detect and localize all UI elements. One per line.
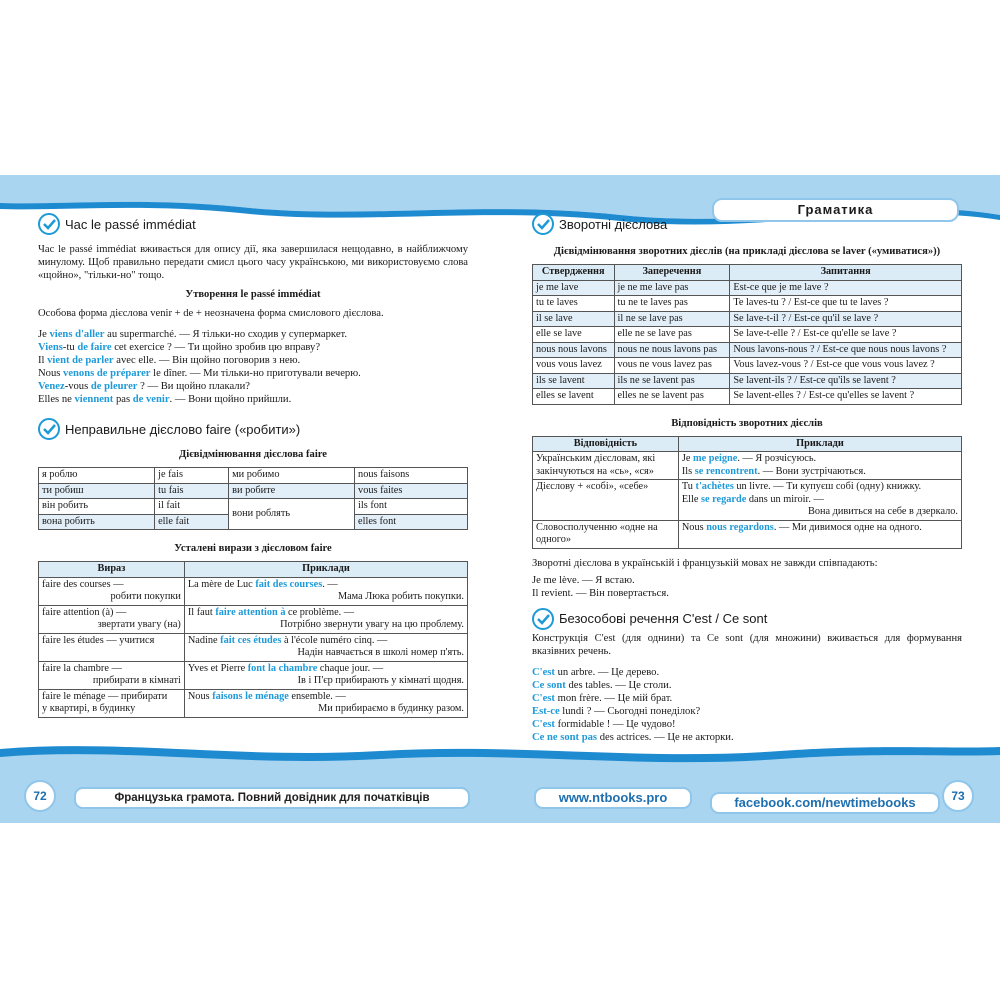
table-row: faire des courses — робити покупки La mère de Luc fait des courses. — Мама Люка робить покупки. (39, 577, 468, 605)
example-line: Viens-tu de faire cet exercice ? — Ти щойно зробив цю вправу? (38, 342, 321, 353)
example-line: Elles ne viennent pas de venir. — Вони щойно прийшли. (38, 394, 292, 405)
example-line: Il revient. — Він повертається. (532, 587, 669, 599)
checkmark-badge-icon (38, 418, 60, 440)
table-row: вона робить elle fait elles font (39, 514, 468, 530)
table-row: він робить il fait вони роблять ils font (39, 499, 468, 515)
paragraph: Час le passé immédiat вживається для опису дії, яка завершилася нещодавно, в найближчому минулому. Щоб правильно передати смисл цього часу українською, ми використовуємо слова «щойно», "тільки-но" тощо. (38, 244, 468, 281)
example-line: Est-ce lundi ? — Сьогодні понеділок? (532, 705, 701, 717)
subheading: Утворення le passé immédiat (185, 289, 321, 300)
table-row: Дієслову + «собі», «себе» Tu t'achètes un livre. — Ти купуєш собі (одну) книжку. Elle se regarde dans un miroir. — Вона дивиться на себе в дзеркало. (533, 480, 962, 521)
table-row: elle se lave elle ne se lave pas Se lave-t-elle ? / Est-ce qu'elle se lave ? (533, 327, 962, 343)
se-laver-table (532, 264, 962, 405)
example-line: Venez-vous de pleurer ? — Ви щойно плакали? (38, 381, 250, 392)
faire-expressions-table (38, 561, 468, 718)
table-row: ти робиш tu fais ви робите vous faites (39, 483, 468, 499)
example-line: Nous venons de préparer le dîner. — Ми тільки-но приготували вечерю. (38, 368, 361, 379)
table-row: ils se lavent ils ne se lavent pas Se lavent-ils ? / Est-ce qu'ils se lavent ? (533, 373, 962, 389)
section-heading-faire (38, 418, 468, 440)
checkmark-badge-icon (532, 213, 554, 235)
section-title: Безособові речення C'est / Ce sont (559, 611, 768, 626)
page-number-left: 72 (24, 780, 56, 812)
table-row: Українським дієсловам, які закінчуються на «сь», «ся» Je me peigne. — Я розчісуюсь. Ils se rencontrent. — Вони зустрічаються. (533, 452, 962, 480)
chapter-badge: Граматика (712, 198, 959, 222)
book-spread (0, 175, 1000, 823)
example-line: C'est formidable ! — Це чудово! (532, 718, 676, 730)
book-title-footer: Французька грамота. Повний довідник для початківців (74, 787, 470, 809)
table-header-row: Вираз Приклади (39, 562, 468, 578)
facebook-link[interactable]: facebook.com/newtimebooks (710, 792, 940, 814)
table-row: faire les études — учитися Nadine fait ces études à l'école numéro cinq. — Надін навчається в школі номер п'ять. (39, 633, 468, 661)
example-list (532, 666, 962, 744)
example-line: Je viens d'aller au supermarché. — Я тільки-но сходив у супермаркет. (38, 329, 347, 340)
section-heading-passe-immediat (38, 213, 468, 235)
page-number-right: 73 (942, 780, 974, 812)
reflexive-correspondence-table (532, 436, 962, 549)
table-row: faire attention (à) — звертати увагу (на) Il faut faire attention à ce problème. — Потрібно звернути увагу на цю проблему. (39, 605, 468, 633)
website-link[interactable]: www.ntbooks.pro (534, 787, 692, 809)
table-row: il se lave il ne se lave pas Se lave-t-il ? / Est-ce qu'il se lave ? (533, 311, 962, 327)
left-page (38, 213, 468, 718)
table-header-row: Ствердження Заперечення Запитання (533, 265, 962, 281)
example-line: Je me lève. — Я встаю. (532, 574, 635, 586)
example-line: C'est mon frère. — Це мій брат. (532, 692, 673, 704)
subheading: Усталені вирази з дієсловом faire (174, 543, 332, 554)
paragraph: Зворотні дієслова в українській і французькій мовах не завжди співпадають: (532, 557, 878, 569)
right-page (532, 213, 962, 744)
table-row: elles se lavent elles ne se lavent pas Se lavent-elles ? / Est-ce qu'elles se lavent ? (533, 389, 962, 405)
checkmark-badge-icon (532, 608, 554, 630)
checkmark-badge-icon (38, 213, 60, 235)
example-line: Il vient de parler avec elle. — Він щойно поговорив з нею. (38, 355, 301, 366)
paragraph: Конструкція C'est (для однини) та Ce sont (для множини) вживається для формування вказівних речень. (532, 632, 962, 657)
section-title: Зворотні дієслова (559, 216, 668, 232)
example-line: Ce ne sont pas des actrices. — Це не акторки. (532, 731, 734, 743)
section-title: Неправильне дієслово faire («робити») (65, 421, 301, 437)
table-row: nous nous lavons nous ne nous lavons pas Nous lavons-nous ? / Est-ce que nous nous lavons ? (533, 342, 962, 358)
table-row: vous vous lavez vous ne vous lavez pas Vous lavez-vous ? / Est-ce que vous vous lavez ? (533, 358, 962, 374)
table-header-row: Відповідність Приклади (533, 436, 962, 452)
example-list (38, 328, 468, 406)
example-line: Ce sont des tables. — Це столи. (532, 679, 672, 691)
subheading: Відповідність зворотних дієслів (671, 417, 823, 429)
table-row: faire la chambre — прибирати в кімнаті Yves et Pierre font la chambre chaque jour. — Ів і П'єр прибирають у кімнаті щодня. (39, 661, 468, 689)
formula: Особова форма дієслова venir + de + неозначена форма смислового дієслова. (38, 308, 384, 319)
subheading: Дієвідмінювання зворотних дієслів (на прикладі дієслова se laver («умиватися»)) (553, 246, 941, 257)
faire-conjugation-table (38, 467, 468, 530)
section-heading-cest (532, 608, 962, 630)
table-row: tu te laves tu ne te laves pas Te laves-tu ? / Est-ce que tu te laves ? (533, 296, 962, 312)
table-row: je me lave je ne me lave pas Est-ce que je me lave ? (533, 280, 962, 296)
example-line: C'est un arbre. — Це дерево. (532, 666, 660, 678)
table-row: faire le ménage — прибирати у квартирі, в будинку Nous faisons le ménage ensemble. — Ми прибираємо в будинку разом. (39, 689, 468, 717)
section-title: Час le passé immédiat (65, 216, 196, 232)
table-row: я роблю je fais ми робимо nous faisons (39, 468, 468, 484)
table-row: Словосполученню «одне на одного» Nous nous regardons. — Ми дивимося одне на одного. (533, 520, 962, 548)
subheading: Дієвідмінювання дієслова faire (178, 449, 327, 460)
